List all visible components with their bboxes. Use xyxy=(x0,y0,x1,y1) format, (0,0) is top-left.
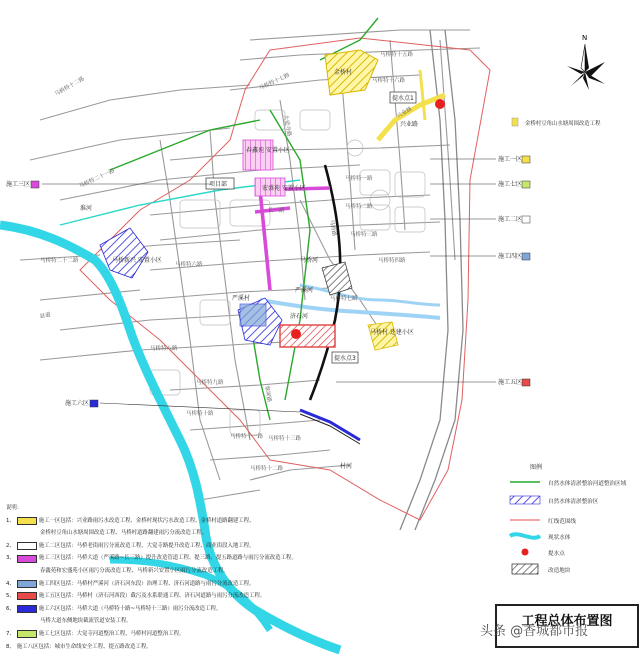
road-label: 马桥特十二路 xyxy=(54,76,86,98)
zone3-chunxin xyxy=(243,140,273,170)
map-title: 工程总体布置图 xyxy=(521,614,613,629)
note-row: 马桥大道东侧地块截流管道安装工程。 xyxy=(40,618,132,625)
place-cunhe: 村河 xyxy=(340,463,353,470)
place-yanxicun: 严溪村 xyxy=(232,295,251,302)
note-row: 4、 施工四区包括：马桥村严溪河（济石河东段）治理工程、济石河道路与雨污分流改造工程。 xyxy=(6,580,255,587)
place-hongsheng: 宏盛苑 安置小区 xyxy=(262,185,306,192)
pump-point-3 xyxy=(291,329,301,339)
place-xingyelu: 兴业路 xyxy=(400,121,419,128)
watermark: 头条 @香城都市报 xyxy=(480,624,589,639)
note-row: 5、 施工五区包括：马桥村（济石河西段）截污及水系联通工程、济石河道路与雨污分流改造工程。 xyxy=(6,593,266,600)
zone-label: 施工六区 xyxy=(65,400,90,407)
place-pump1: 提水点1 xyxy=(392,95,414,102)
legend-item: 提水点 xyxy=(548,551,565,557)
note-swatch xyxy=(17,542,37,550)
road-label: 马桥特十三路 xyxy=(268,436,302,442)
road-label: 马桥特九路 xyxy=(196,380,224,386)
road-label: 马桥特二路 xyxy=(345,204,373,210)
note-swatch xyxy=(17,605,37,613)
note-swatch xyxy=(17,630,37,638)
legend-item: 自然水体清淤整治区 xyxy=(548,499,599,505)
zone-label: 施工二区 xyxy=(498,216,523,223)
zone6-swatch xyxy=(90,400,98,407)
road-label: 大觉寺路 xyxy=(282,114,292,138)
note-row: 1、 施工一区包括：兴业路雨污水改造工程、金桥村现状污水改造工程、金桥村道路翻建工程、 xyxy=(6,517,255,524)
zone-label: 施工七区 xyxy=(498,181,523,188)
place-chunhu: 春鑫苑 安置小区 xyxy=(246,147,290,154)
place-pump3: 提水点3 xyxy=(334,355,356,362)
zone5-box xyxy=(280,325,335,347)
note-row: 7、 施工七区包括：大觉寺河道整治工程、马桥村河道整治工程。 xyxy=(6,630,185,637)
place-yanxihe: 严溪河 xyxy=(295,287,314,294)
zone1-swatch xyxy=(522,156,530,163)
legend-item: 现状水体 xyxy=(548,535,571,541)
place-tiaozhi: 马桥村 还建小区 xyxy=(370,329,414,336)
place-jinqiao: 金桥村 xyxy=(334,69,353,76)
zone-label: 施工一区 xyxy=(498,156,523,163)
note-swatch xyxy=(17,517,37,525)
zone3-swatch xyxy=(31,181,39,188)
road-label: 兴业路 xyxy=(396,106,414,120)
place-jinqiao-note: 金桥村豆角山水塘周围改造工程 xyxy=(525,121,601,127)
legend-title: 图例 xyxy=(530,464,543,471)
legend-item: 红线范围线 xyxy=(548,519,576,525)
road-label: 马桥特十路 xyxy=(186,411,214,417)
road-label: 马桥特十二路 xyxy=(250,466,284,472)
zone-label: 施工四区 xyxy=(498,253,523,260)
road-label: 马桥特二十一路 xyxy=(78,168,116,190)
note-swatch xyxy=(17,580,37,588)
note-row: 6、 施工六区包括：马桥大道（马桥特十路~马桥特十三路）雨污分流改造工程。 xyxy=(6,605,222,612)
road-label: 马桥特十五路 xyxy=(380,52,414,58)
place-jishihe: 济石河 xyxy=(290,313,309,320)
zone-label: 施工三区 xyxy=(6,181,31,188)
note-row: 2、 施工二区包括：马桥老街雨污分流改造工程、大觉寺路提升改造工程、商业街段入地工程。 xyxy=(6,542,255,549)
note-row: 8、 施工八区包括：城市生命线安全工程、提五路改造工程。 xyxy=(6,643,152,650)
notes-title: 说明： xyxy=(6,505,23,511)
notes-panel xyxy=(6,502,446,653)
road-label: 马桥路 xyxy=(328,219,337,237)
note-swatch xyxy=(17,555,37,563)
zone4-box xyxy=(240,304,266,326)
note-row: 金桥村豆角山水塘周围改造工程、马桥村道路翻建雨污分流改造工程。 xyxy=(40,530,208,537)
note-row: 春鑫苑和宏盛苑小区雨污分流改造工程、马桥新兴安置小区雨污分流改造工程。 xyxy=(40,567,229,574)
road-label: 长三路 xyxy=(268,208,285,214)
road-label: 翠屏路 xyxy=(263,385,272,403)
zone2-swatch xyxy=(522,216,530,223)
legend-item: 改造地块 xyxy=(548,568,571,574)
pump-point-1 xyxy=(435,99,445,109)
place-huaihe: 淮河 xyxy=(80,205,93,212)
jinqiao-note-swatch xyxy=(512,118,518,126)
zone-label: 施工五区 xyxy=(498,379,523,386)
road-label: 马桥特七路 xyxy=(330,296,358,302)
place-xinxing: 马桥新兴 安置小区 xyxy=(112,257,162,264)
road-label: 马桥特四路 xyxy=(378,258,406,264)
zone4-swatch xyxy=(522,253,530,260)
road-label: 马桥特十一路 xyxy=(230,434,264,440)
north-label: N xyxy=(582,34,588,42)
road-label: 县道 xyxy=(39,312,52,320)
zone5-swatch xyxy=(522,379,530,386)
road-label: 马桥特六路 xyxy=(175,262,203,268)
road-label: 马桥特一路 xyxy=(345,176,373,182)
place-maqiaohe: 马桥河 xyxy=(300,257,319,264)
road-label: 马桥特二十二路 xyxy=(40,258,79,264)
road-label: 马桥特三路 xyxy=(350,232,378,238)
note-swatch xyxy=(17,592,37,600)
legend-item: 自然水体清淤整治河道整治区域 xyxy=(548,481,627,487)
place-xiangmubu: 项目部 xyxy=(209,181,228,188)
note-row: 3、 施工三区包括：马桥大道（严溪路~长三路）提升改造管道工程、提三路、提五路道路与雨污分流改造工程。 xyxy=(6,555,297,562)
road-label: 马桥特十六路 xyxy=(372,78,406,84)
zone7-swatch xyxy=(522,181,530,188)
road-label: 马桥特八路 xyxy=(150,346,178,352)
road-label: 马桥特十七路 xyxy=(258,72,291,92)
